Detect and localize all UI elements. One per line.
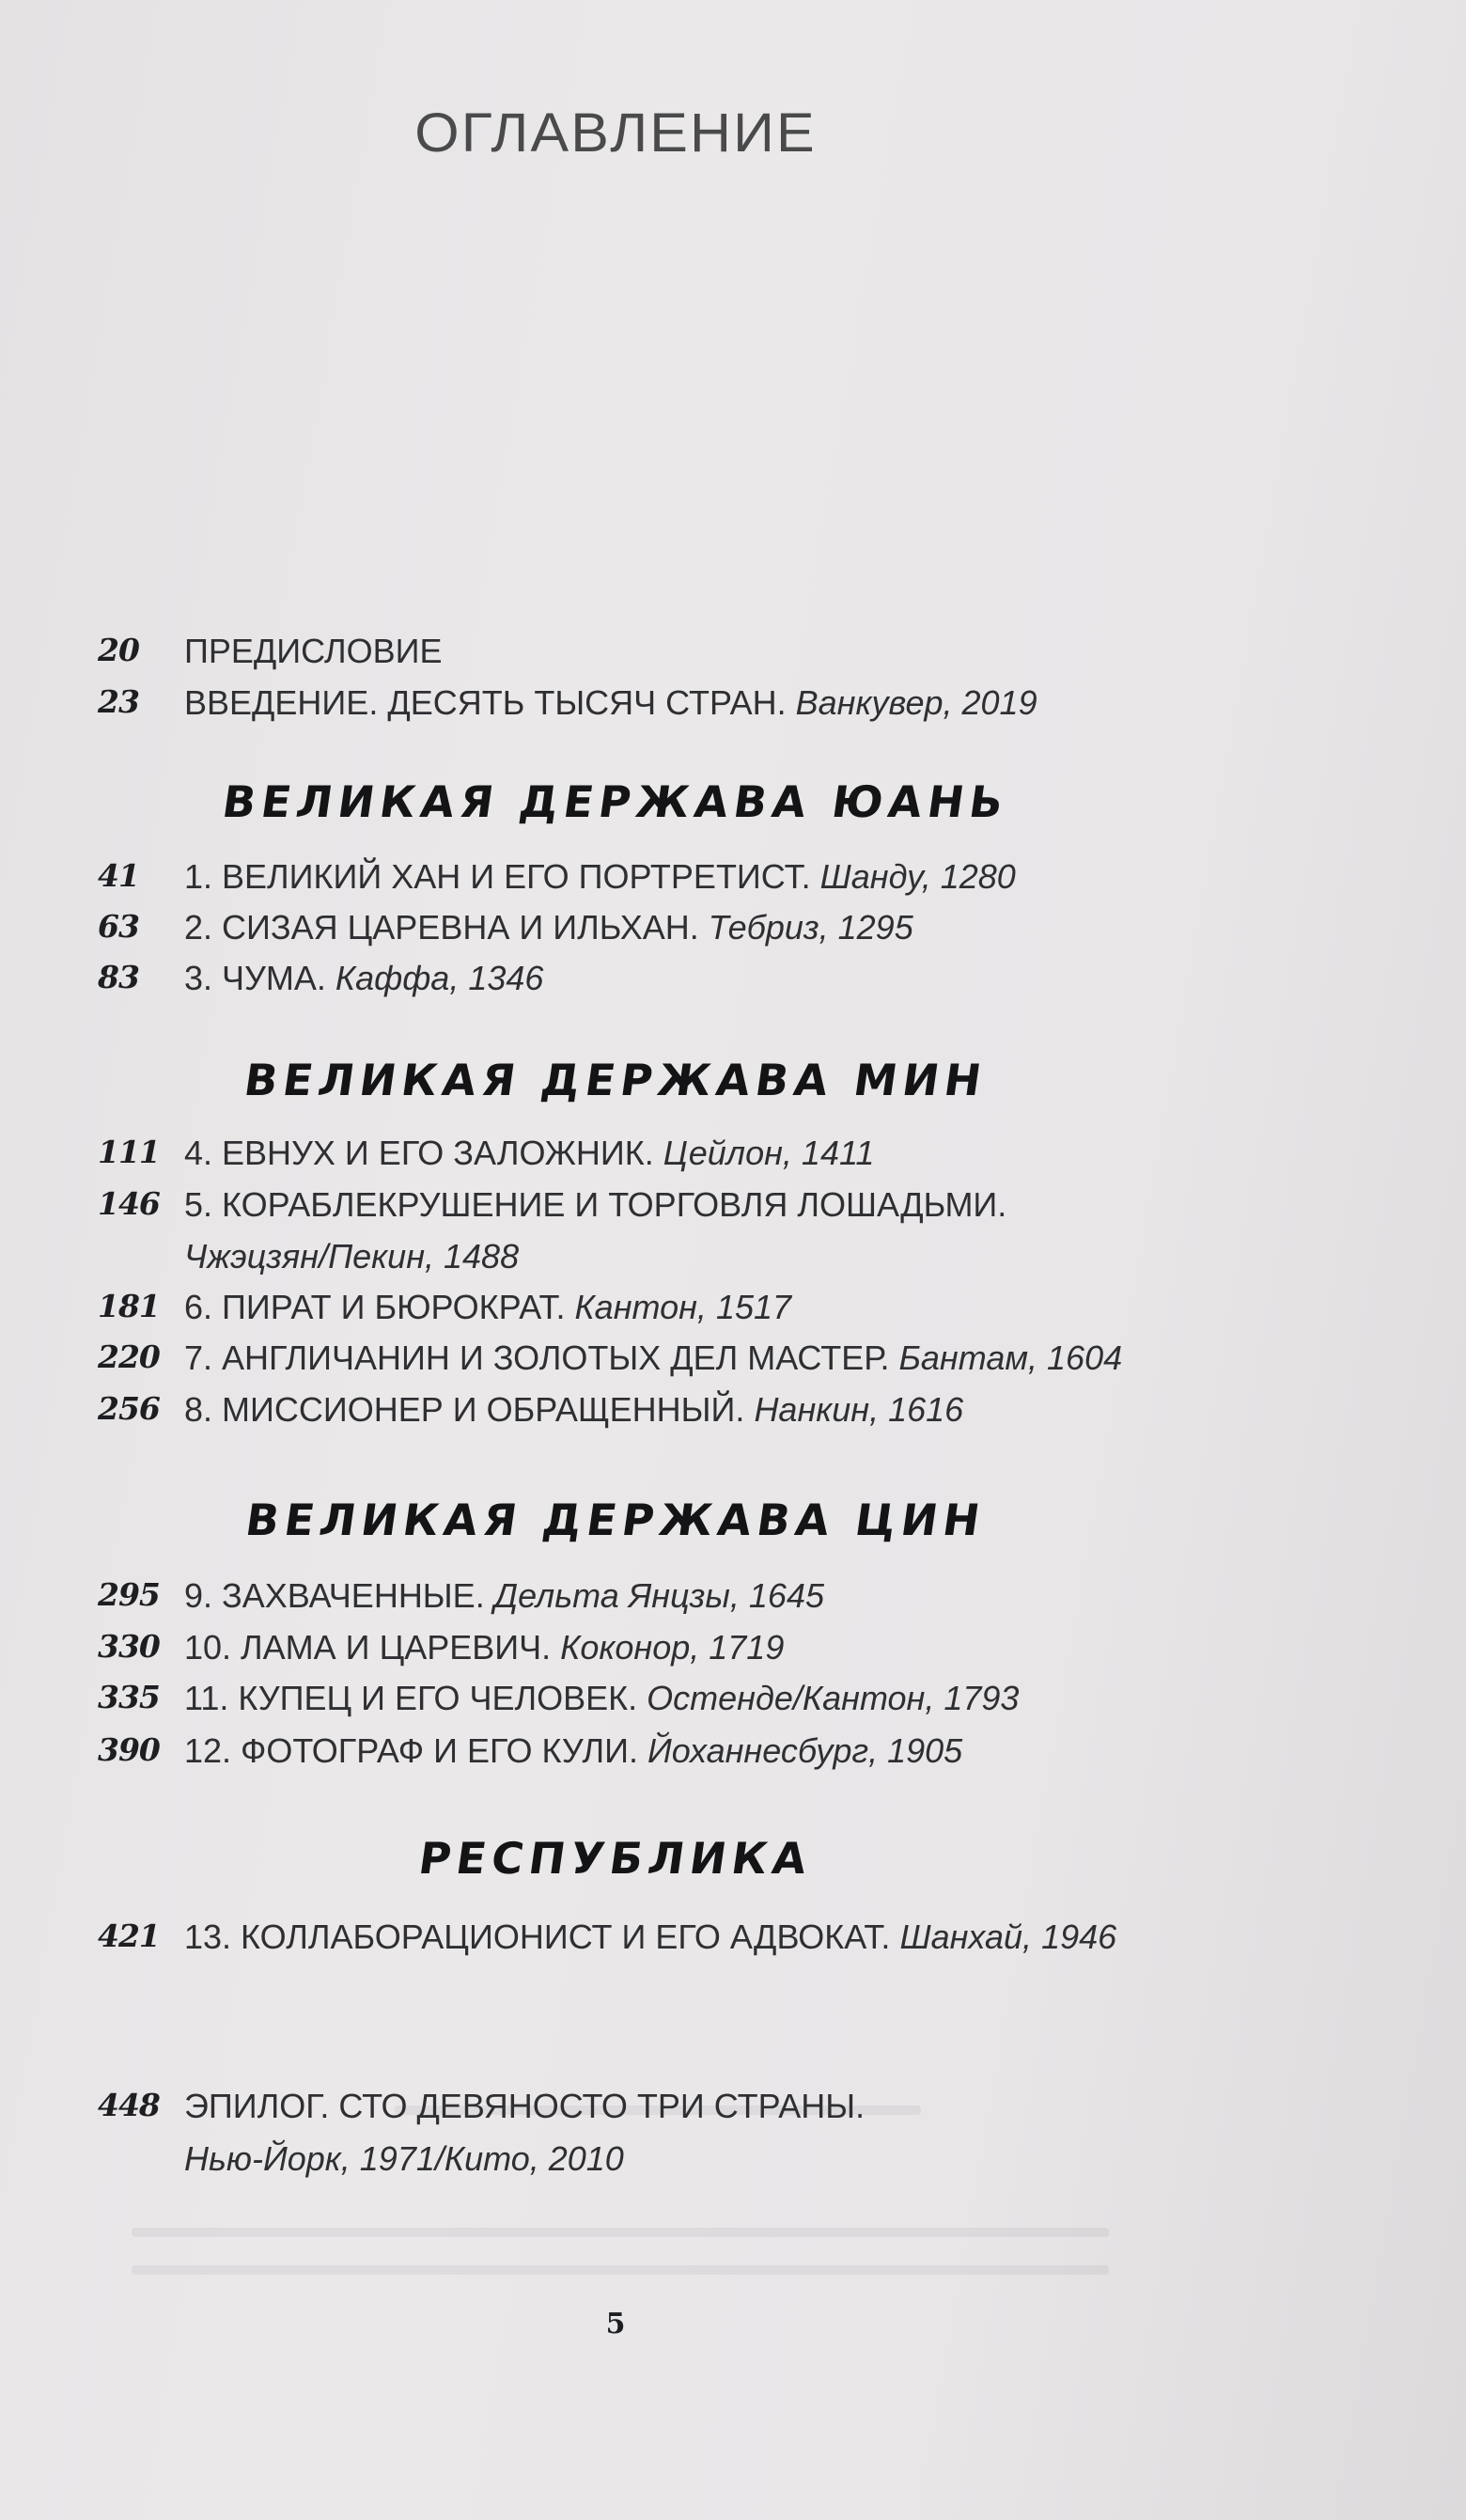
entry-place: Кантон, 1517 (574, 1288, 792, 1326)
entry-page-number: 181 (98, 1288, 160, 1324)
toc-entry-introduction (0, 683, 1466, 734)
entry-page-number: 63 (98, 908, 139, 945)
entry-title: 3. ЧУМА. Каффа, 1346 (184, 959, 544, 997)
toc-entry-1 (0, 857, 1466, 908)
entry-place: Чжэцзян/Пекин, 1488 (184, 1237, 520, 1276)
entry-place: Тебриз, 1295 (708, 908, 913, 947)
entry-page-number: 448 (98, 2087, 160, 2123)
entry-title: 5. КОРАБЛЕКРУШЕНИЕ И ТОРГОВЛЯ ЛОШАДЬМИ. (184, 1185, 1007, 1224)
entry-page-number: 220 (98, 1338, 160, 1375)
toc-entry-10 (0, 1628, 1466, 1679)
entry-place: Нанкин, 1616 (754, 1390, 964, 1429)
entry-title: 2. СИЗАЯ ЦАРЕВНА И ИЛЬХАН. Тебриз, 1295 (184, 908, 913, 947)
entry-place: Шанхай, 1946 (899, 1917, 1117, 1956)
toc-entry-preface (0, 632, 1466, 682)
toc-entry-2 (0, 908, 1466, 959)
toc-entry-11 (0, 1679, 1466, 1730)
entry-page-number: 421 (98, 1917, 160, 1954)
toc-entry-9 (0, 1576, 1466, 1627)
entry-title: ЭПИЛОГ. СТО ДЕВЯНОСТО ТРИ СТРАНЫ. (184, 2087, 866, 2125)
entry-page-number: 330 (98, 1628, 160, 1665)
show-through-shadow (132, 2265, 1109, 2275)
show-through-shadow (132, 2228, 1109, 2237)
entry-page-number: 256 (98, 1390, 160, 1427)
toc-entry-4 (0, 1134, 1466, 1184)
toc-entry-6 (0, 1288, 1466, 1338)
toc-entry-8 (0, 1390, 1466, 1441)
entry-title: ПРЕДИСЛОВИЕ (184, 632, 443, 670)
page-folio: 5 (605, 2308, 626, 2340)
entry-page-number: 146 (98, 1185, 160, 1222)
entry-page-number: 41 (98, 857, 139, 894)
entry-title: 11. КУПЕЦ И ЕГО ЧЕЛОВЕК. Остенде/Кантон, 1793 (184, 1679, 1020, 1717)
entry-title: 4. ЕВНУХ И ЕГО ЗАЛОЖНИК. Цейлон, 1411 (184, 1134, 875, 1172)
entry-place: Йоханнесбург, 1905 (647, 1731, 963, 1770)
entry-page-number: 390 (98, 1731, 160, 1768)
entry-page-number: 20 (98, 632, 139, 668)
entry-title: 13. КОЛЛАБОРАЦИОНИСТ И ЕГО АДВОКАТ. Шанхай, 1946 (184, 1917, 1117, 1956)
toc-entry-7 (0, 1338, 1466, 1389)
section-heading-qing: ВЕЛИКАЯ ДЕРЖАВА ЦИН (242, 1495, 989, 1545)
entry-title: ВВЕДЕНИЕ. ДЕСЯТЬ ТЫСЯЧ СТРАН. Ванкувер, 2019 (184, 683, 1037, 722)
entry-place: Бантам, 1604 (898, 1338, 1123, 1377)
section-heading-ming: ВЕЛИКАЯ ДЕРЖАВА МИН (241, 1055, 990, 1105)
toc-entry-12 (0, 1731, 1466, 1782)
entry-place: Нью-Йорк, 1971/Кито, 2010 (184, 2139, 624, 2178)
entry-place: Ванкувер, 2019 (795, 683, 1037, 722)
entry-title: 9. ЗАХВАЧЕННЫЕ. Дельта Янцзы, 1645 (184, 1576, 824, 1615)
entry-title: 1. ВЕЛИКИЙ ХАН И ЕГО ПОРТРЕТИСТ. Шанду, 1280 (184, 857, 1016, 896)
section-heading-republic: РЕСПУБЛИКА (415, 1833, 816, 1884)
toc-entry-epilogue (0, 2087, 1466, 2190)
entry-place: Шанду, 1280 (819, 857, 1016, 896)
toc-entry-3 (0, 959, 1466, 1010)
entry-title: 8. МИССИОНЕР И ОБРАЩЕННЫЙ. Нанкин, 1616 (184, 1390, 964, 1429)
entry-page-number: 335 (98, 1679, 160, 1715)
entry-title: 7. АНГЛИЧАНИН И ЗОЛОТЫХ ДЕЛ МАСТЕР. Бантам, 1604 (184, 1338, 1123, 1377)
toc-entry-5 (0, 1185, 1466, 1289)
toc-entry-13 (0, 1917, 1466, 1968)
section-heading-yuan: ВЕЛИКАЯ ДЕРЖАВА ЮАНЬ (219, 776, 1012, 827)
entry-title: 12. ФОТОГРАФ И ЕГО КУЛИ. Йоханнесбург, 1905 (184, 1731, 963, 1770)
entry-page-number: 111 (98, 1134, 160, 1170)
entry-place: Дельта Янцзы, 1645 (493, 1576, 824, 1615)
entry-place: Остенде/Кантон, 1793 (647, 1679, 1020, 1717)
entry-place: Каффа, 1346 (335, 959, 544, 997)
entry-place: Коконор, 1719 (560, 1628, 785, 1667)
entry-title: 6. ПИРАТ И БЮРОКРАТ. Кантон, 1517 (184, 1288, 792, 1326)
entry-page-number: 295 (98, 1576, 160, 1613)
entry-page-number: 83 (98, 959, 139, 995)
entry-place: Цейлон, 1411 (663, 1134, 875, 1172)
entry-page-number: 23 (98, 683, 139, 720)
entry-title: 10. ЛАМА И ЦАРЕВИЧ. Коконор, 1719 (184, 1628, 785, 1667)
page-title: ОГЛАВЛЕНИЕ (414, 102, 817, 164)
